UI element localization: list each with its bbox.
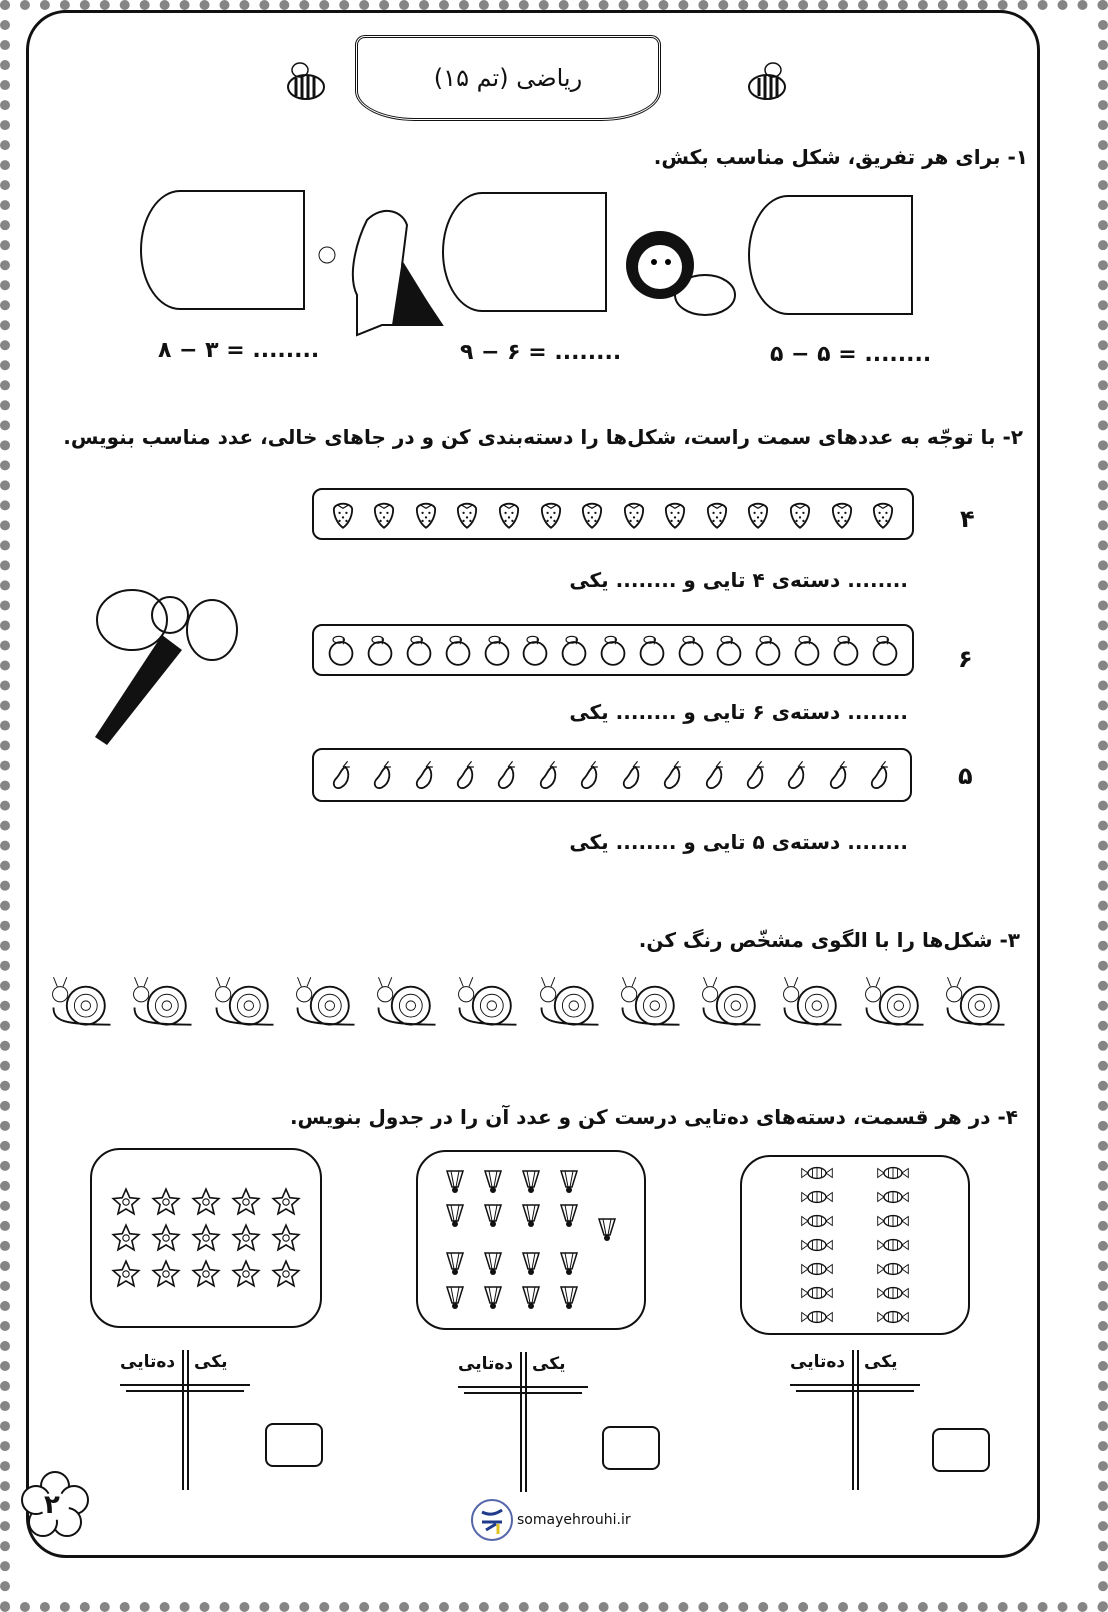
shuttlecock-icon <box>443 1284 467 1312</box>
eggplant-icon <box>617 757 649 793</box>
snail-icon <box>44 968 120 1030</box>
candy-icon <box>794 1236 840 1254</box>
snail-icon <box>613 968 689 1030</box>
shuttlecock-icon <box>481 1250 505 1278</box>
shuttlecock-icon <box>519 1284 543 1312</box>
drawing-box[interactable] <box>748 195 913 315</box>
eggplant-icon <box>824 757 856 793</box>
apple-icon <box>791 632 823 668</box>
apple-icon <box>597 632 629 668</box>
star-icon <box>111 1187 141 1217</box>
eggplant-icon <box>451 757 483 793</box>
candy-icon <box>794 1188 840 1206</box>
bee-icon <box>282 62 328 102</box>
snail-row <box>44 968 1014 1038</box>
apple-icon <box>325 632 357 668</box>
shuttlecock-icon <box>519 1250 543 1278</box>
question-3-text: ۳- شکل‌ها را با الگوی مشخّص رنگ کن. <box>638 928 1020 952</box>
snail-icon <box>694 968 770 1030</box>
strawberry-icon <box>867 496 899 532</box>
snail-icon <box>369 968 445 1030</box>
row-number: ۵ <box>958 762 973 790</box>
eggplant-icon <box>658 757 690 793</box>
eggplant-icon <box>327 757 359 793</box>
place-value-table <box>120 1350 250 1490</box>
row-number: ۴ <box>960 505 975 533</box>
bee-icon <box>745 62 791 102</box>
equation-1[interactable]: ۵ − ۵ = ........ <box>770 342 932 367</box>
star-icon <box>271 1223 301 1253</box>
star-icon <box>231 1223 261 1253</box>
answer-line[interactable]: ........ دسته‌ی ۶ تایی و ........ یکی <box>569 700 908 724</box>
candy-icon <box>870 1284 916 1302</box>
eggplant-icon <box>492 757 524 793</box>
shuttlecock-icon <box>557 1250 581 1278</box>
shuttlecock-icon <box>481 1202 505 1230</box>
strawberry-icon <box>784 496 816 532</box>
shuttlecock-icon <box>481 1284 505 1312</box>
apple-icon <box>752 632 784 668</box>
candy-group-box <box>740 1155 970 1335</box>
candy-icon <box>794 1164 840 1182</box>
eggplant-icon <box>782 757 814 793</box>
eggplant-strip <box>312 748 912 802</box>
candy-icon <box>794 1260 840 1278</box>
snail-icon <box>532 968 608 1030</box>
row-number: ۶ <box>958 645 973 673</box>
star-icon <box>271 1259 301 1289</box>
apple-icon <box>830 632 862 668</box>
snail-icon <box>125 968 201 1030</box>
candy-icon <box>870 1212 916 1230</box>
apple-icon <box>364 632 396 668</box>
shuttlecock-group-box <box>416 1150 646 1330</box>
strawberry-icon <box>826 496 858 532</box>
tens-label: ده‌تایی <box>458 1354 514 1374</box>
shuttlecock-icon <box>557 1202 581 1230</box>
candy-icon <box>870 1260 916 1278</box>
answer-box[interactable] <box>932 1428 990 1472</box>
strawberry-icon <box>618 496 650 532</box>
star-icon <box>111 1223 141 1253</box>
page-number: ۲ <box>44 1490 60 1520</box>
shuttlecock-icon <box>481 1168 505 1196</box>
star-icon <box>151 1259 181 1289</box>
candy-icon <box>870 1164 916 1182</box>
strawberry-icon <box>327 496 359 532</box>
strawberry-icon <box>576 496 608 532</box>
shuttlecock-icon <box>443 1168 467 1196</box>
equation-3[interactable]: ۸ − ۳ = ........ <box>158 338 320 363</box>
strawberry-icon <box>701 496 733 532</box>
star-icon <box>231 1259 261 1289</box>
answer-line[interactable]: ........ دسته‌ی ۵ تایی و ........ یکی <box>569 830 908 854</box>
snail-icon <box>288 968 364 1030</box>
tens-label: ده‌تایی <box>120 1352 176 1372</box>
shuttlecock-icon <box>443 1202 467 1230</box>
question-1-text: ۱- برای هر تفریق، شکل مناسب بکش. <box>653 145 1028 169</box>
apple-icon <box>481 632 513 668</box>
lion-illustration <box>620 220 745 320</box>
ones-label: یکی <box>532 1354 566 1374</box>
apple-strip <box>312 624 914 676</box>
snail-icon <box>775 968 851 1030</box>
candy-icon <box>794 1212 840 1230</box>
drawing-box[interactable] <box>442 192 607 312</box>
tens-label: ده‌تایی <box>790 1352 846 1372</box>
strawberry-icon <box>368 496 400 532</box>
strawberry-icon <box>410 496 442 532</box>
apple-icon <box>713 632 745 668</box>
eggplant-icon <box>741 757 773 793</box>
snail-icon <box>938 968 1014 1030</box>
shuttlecock-icon <box>519 1168 543 1196</box>
ones-label: یکی <box>864 1352 898 1372</box>
apple-icon <box>558 632 590 668</box>
candy-icon <box>870 1236 916 1254</box>
snail-icon <box>207 968 283 1030</box>
snail-icon <box>857 968 933 1030</box>
apple-icon <box>519 632 551 668</box>
eggplant-icon <box>410 757 442 793</box>
candy-icon <box>794 1308 840 1326</box>
site-url[interactable]: somayehrouhi.ir <box>517 1512 631 1528</box>
strawberry-icon <box>451 496 483 532</box>
star-icon <box>111 1259 141 1289</box>
place-value-table <box>790 1350 920 1490</box>
drawing-box[interactable] <box>140 190 305 310</box>
apple-icon <box>675 632 707 668</box>
apple-icon <box>403 632 435 668</box>
star-icon <box>151 1187 181 1217</box>
snail-icon <box>450 968 526 1030</box>
candy-icon <box>870 1308 916 1326</box>
eggplant-icon <box>575 757 607 793</box>
strawberry-strip <box>312 488 914 540</box>
star-icon <box>191 1187 221 1217</box>
answer-box[interactable] <box>265 1423 323 1467</box>
answer-box[interactable] <box>602 1426 660 1470</box>
site-logo <box>470 1498 514 1542</box>
bee-with-pencil-illustration <box>92 575 242 745</box>
candy-icon <box>870 1188 916 1206</box>
star-group-box <box>90 1148 322 1328</box>
shuttlecock-icon <box>519 1202 543 1230</box>
strawberry-icon <box>535 496 567 532</box>
star-icon <box>191 1259 221 1289</box>
apple-icon <box>442 632 474 668</box>
shuttlecock-icon <box>557 1168 581 1196</box>
answer-line[interactable]: ........ دسته‌ی ۴ تایی و ........ یکی <box>569 568 908 592</box>
star-icon <box>271 1187 301 1217</box>
eggplant-icon <box>368 757 400 793</box>
shuttlecock-icon <box>557 1284 581 1312</box>
dinosaur-illustration <box>312 200 444 352</box>
question-4-text: ۴- در هر قسمت، دسته‌های ده‌تایی درست کن و عدد آن را در جدول بنویس. <box>289 1105 1018 1129</box>
place-value-table <box>458 1352 588 1492</box>
ones-label: یکی <box>194 1352 228 1372</box>
equation-2[interactable]: ۹ − ۶ = ........ <box>460 340 622 365</box>
candy-icon <box>794 1284 840 1302</box>
star-icon <box>191 1223 221 1253</box>
eggplant-icon <box>865 757 897 793</box>
page-title: ریاضی (تم ۱۵) <box>355 35 661 121</box>
strawberry-icon <box>742 496 774 532</box>
shuttlecock-icon <box>443 1250 467 1278</box>
shuttlecock-icon <box>595 1216 619 1244</box>
eggplant-icon <box>700 757 732 793</box>
star-icon <box>231 1187 261 1217</box>
apple-icon <box>869 632 901 668</box>
strawberry-icon <box>659 496 691 532</box>
star-icon <box>151 1223 181 1253</box>
eggplant-icon <box>534 757 566 793</box>
question-2-text: ۲- با توجّه به عددهای سمت راست، شکل‌ها را دسته‌بندی کن و در جاهای خالی، عدد مناسب بنویس. <box>63 425 1023 449</box>
strawberry-icon <box>493 496 525 532</box>
apple-icon <box>636 632 668 668</box>
